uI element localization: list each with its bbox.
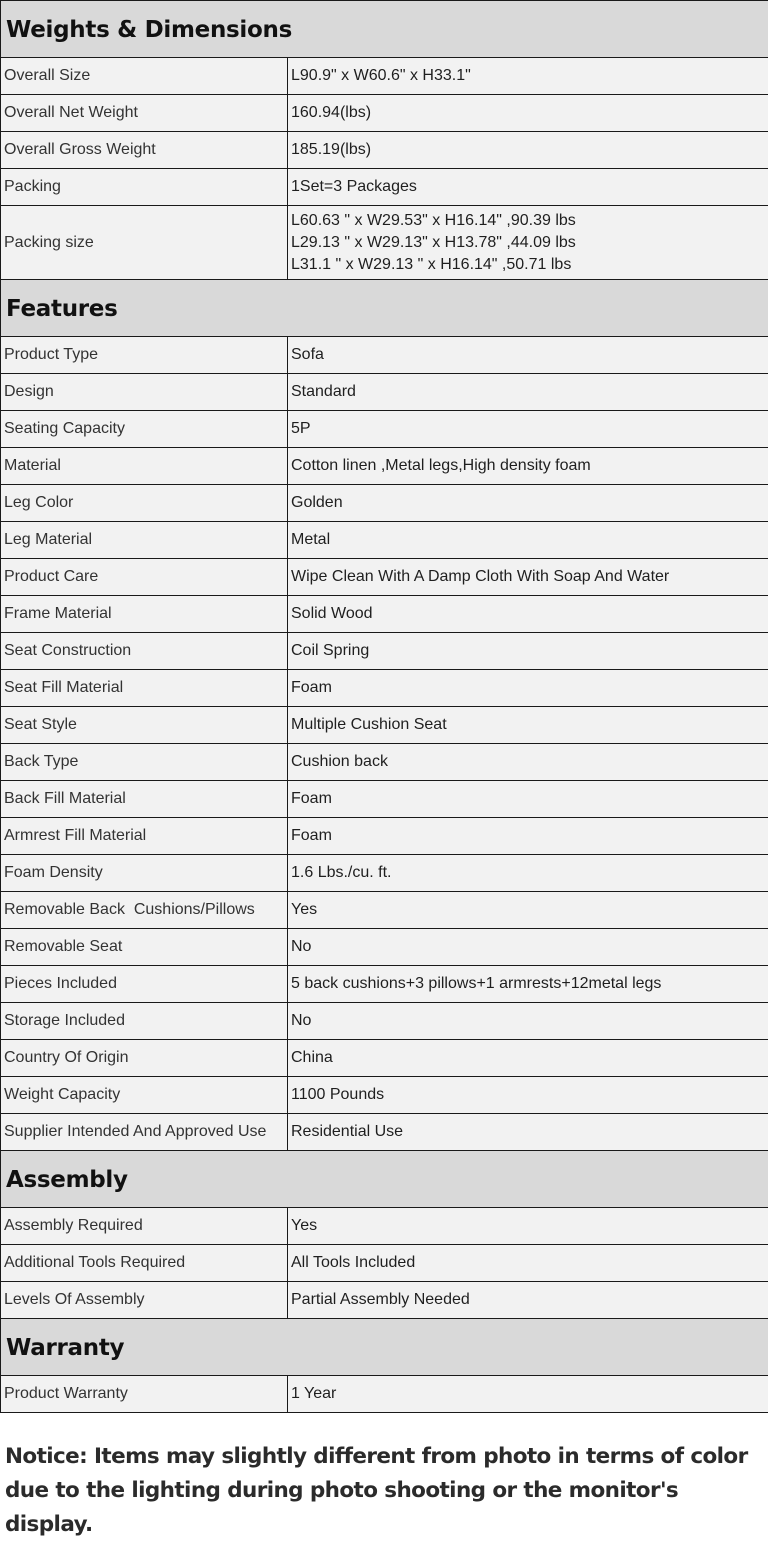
section-title: Assembly <box>1 1151 768 1208</box>
spec-label: Weight Capacity <box>1 1077 288 1114</box>
spec-value: No <box>288 1003 768 1040</box>
spec-row-seat-fill-material <box>1 670 768 707</box>
spec-row-supplier-intended-and-approved-use <box>1 1114 768 1151</box>
spec-value: 1Set=3 Packages <box>288 169 768 206</box>
spec-label: Packing size <box>1 206 288 280</box>
spec-value: Metal <box>288 522 768 559</box>
spec-value: Residential Use <box>288 1114 768 1151</box>
spec-value-multiline <box>288 206 768 280</box>
spec-label: Design <box>1 374 288 411</box>
spec-row-product-type <box>1 337 768 374</box>
spec-value: L90.9" x W60.6" x H33.1" <box>288 58 768 95</box>
spec-row-design <box>1 374 768 411</box>
spec-value: No <box>288 929 768 966</box>
section-title: Warranty <box>1 1319 768 1376</box>
spec-row-removable-seat <box>1 929 768 966</box>
spec-label: Supplier Intended And Approved Use <box>1 1114 288 1151</box>
spec-label: Overall Net Weight <box>1 95 288 132</box>
spec-value: Multiple Cushion Seat <box>288 707 768 744</box>
spec-row-overall-net-weight <box>1 95 768 132</box>
spec-row-country-of-origin <box>1 1040 768 1077</box>
spec-row-pieces-included <box>1 966 768 1003</box>
spec-row-material <box>1 448 768 485</box>
spec-label: Pieces Included <box>1 966 288 1003</box>
spec-row-product-care <box>1 559 768 596</box>
spec-row-storage-included <box>1 1003 768 1040</box>
spec-row-frame-material <box>1 596 768 633</box>
spec-label: Product Type <box>1 337 288 374</box>
spec-label: Product Warranty <box>1 1376 288 1413</box>
packing-size-line: L31.1 " x W29.13 " x H16.14" ,50.71 lbs <box>291 254 768 276</box>
spec-row-levels-of-assembly <box>1 1282 768 1319</box>
spec-row-additional-tools-required <box>1 1245 768 1282</box>
spec-row-leg-material <box>1 522 768 559</box>
section-header-warranty <box>1 1319 768 1376</box>
spec-value: Foam <box>288 781 768 818</box>
spec-label: Additional Tools Required <box>1 1245 288 1282</box>
packing-size-list <box>291 210 768 276</box>
spec-value: Golden <box>288 485 768 522</box>
spec-value: Wipe Clean With A Damp Cloth With Soap And Water <box>288 559 768 596</box>
spec-value: Partial Assembly Needed <box>288 1282 768 1319</box>
spec-value: Cotton linen ,Metal legs,High density foam <box>288 448 768 485</box>
spec-label: Leg Color <box>1 485 288 522</box>
section-title: Weights & Dimensions <box>1 1 768 58</box>
spec-label: Removable Back Cushions/Pillows <box>1 892 288 929</box>
section-header-assembly <box>1 1151 768 1208</box>
spec-value: 1100 Pounds <box>288 1077 768 1114</box>
spec-value: Coil Spring <box>288 633 768 670</box>
spec-label: Foam Density <box>1 855 288 892</box>
spec-label: Removable Seat <box>1 929 288 966</box>
spec-value: Sofa <box>288 337 768 374</box>
spec-row-leg-color <box>1 485 768 522</box>
spec-value: 1 Year <box>288 1376 768 1413</box>
spec-value: Yes <box>288 1208 768 1245</box>
spec-value: Foam <box>288 670 768 707</box>
section-header-features <box>1 280 768 337</box>
spec-row-removable-back-cushions-pillows <box>1 892 768 929</box>
spec-label: Overall Gross Weight <box>1 132 288 169</box>
spec-label: Assembly Required <box>1 1208 288 1245</box>
notice-line-2: due to the lighting during photo shooting or the monitor's display. <box>5 1474 765 1542</box>
spec-row-packing-size <box>1 206 768 280</box>
spec-value: 160.94(lbs) <box>288 95 768 132</box>
spec-label: Seat Construction <box>1 633 288 670</box>
spec-value: Yes <box>288 892 768 929</box>
spec-label: Packing <box>1 169 288 206</box>
spec-label: Back Fill Material <box>1 781 288 818</box>
spec-row-weight-capacity <box>1 1077 768 1114</box>
section-header-weights-dimensions <box>1 1 768 58</box>
notice-line-1: Notice: Items may slightly different from photo in terms of color <box>5 1440 765 1474</box>
packing-size-line: L29.13 " x W29.13" x H13.78" ,44.09 lbs <box>291 232 768 254</box>
spec-value: Solid Wood <box>288 596 768 633</box>
spec-value: China <box>288 1040 768 1077</box>
spec-label: Armrest Fill Material <box>1 818 288 855</box>
spec-label: Back Type <box>1 744 288 781</box>
spec-label: Seating Capacity <box>1 411 288 448</box>
spec-row-assembly-required <box>1 1208 768 1245</box>
section-title: Features <box>1 280 768 337</box>
spec-row-seating-capacity <box>1 411 768 448</box>
spec-row-product-warranty <box>1 1376 768 1413</box>
spec-table-body <box>1 1 768 1413</box>
spec-row-overall-gross-weight <box>1 132 768 169</box>
spec-label: Storage Included <box>1 1003 288 1040</box>
spec-row-foam-density <box>1 855 768 892</box>
notice-text <box>5 1440 765 1542</box>
spec-value: Foam <box>288 818 768 855</box>
spec-row-seat-style <box>1 707 768 744</box>
spec-label: Seat Fill Material <box>1 670 288 707</box>
spec-row-overall-size <box>1 58 768 95</box>
spec-row-packing <box>1 169 768 206</box>
spec-label: Overall Size <box>1 58 288 95</box>
spec-row-back-fill-material <box>1 781 768 818</box>
spec-label: Leg Material <box>1 522 288 559</box>
spec-label: Product Care <box>1 559 288 596</box>
spec-label: Frame Material <box>1 596 288 633</box>
spec-value: All Tools Included <box>288 1245 768 1282</box>
spec-value: Cushion back <box>288 744 768 781</box>
spec-row-back-type <box>1 744 768 781</box>
spec-label: Country Of Origin <box>1 1040 288 1077</box>
spec-label: Levels Of Assembly <box>1 1282 288 1319</box>
spec-row-seat-construction <box>1 633 768 670</box>
spec-value: 5P <box>288 411 768 448</box>
spec-value: 5 back cushions+3 pillows+1 armrests+12metal legs <box>288 966 768 1003</box>
spec-value: Standard <box>288 374 768 411</box>
spec-label: Seat Style <box>1 707 288 744</box>
spec-value: 185.19(lbs) <box>288 132 768 169</box>
spec-value: 1.6 Lbs./cu. ft. <box>288 855 768 892</box>
spec-row-armrest-fill-material <box>1 818 768 855</box>
packing-size-line: L60.63 " x W29.53" x H16.14" ,90.39 lbs <box>291 210 768 232</box>
spec-label: Material <box>1 448 288 485</box>
